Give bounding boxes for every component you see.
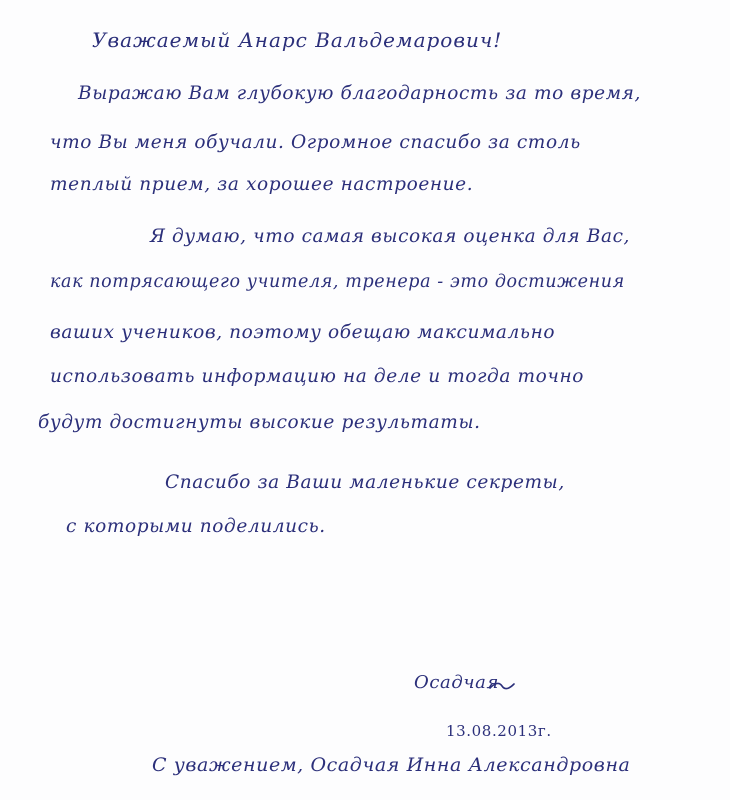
paragraph-3-line-2: с которыми поделились. — [66, 516, 326, 537]
signature-short-text: Осадчая — [414, 672, 500, 693]
paragraph-2-line-3: ваших учеников, поэтому обещаю максимально — [50, 322, 556, 343]
letter-closing: С уважением, Осадчая Инна Александровна — [152, 754, 631, 776]
signature-flourish-icon — [488, 676, 518, 696]
paragraph-2-line-2: как потрясающего учителя, тренера - это достижения — [50, 272, 625, 292]
paragraph-2-line-1: Я думаю, что самая высокая оценка для Вас, — [150, 226, 631, 247]
paragraph-3-line-1: Спасибо за Ваши маленькие секреты, — [165, 472, 565, 493]
paragraph-2-line-5: будут достигнуты высокие результаты. — [38, 412, 481, 433]
paragraph-2-line-4: использовать информацию на деле и тогда точно — [50, 366, 584, 387]
paragraph-1-line-1: Выражаю Вам глубокую благодарность за то время, — [78, 83, 641, 104]
letter-date: 13.08.2013г. — [446, 722, 552, 740]
paragraph-1-line-3: теплый прием, за хорошее настроение. — [50, 174, 474, 195]
paragraph-1-line-2: что Вы меня обучали. Огромное спасибо за столь — [50, 132, 581, 153]
letter-greeting: Уважаемый Анарс Вальдемарович! — [92, 28, 503, 52]
